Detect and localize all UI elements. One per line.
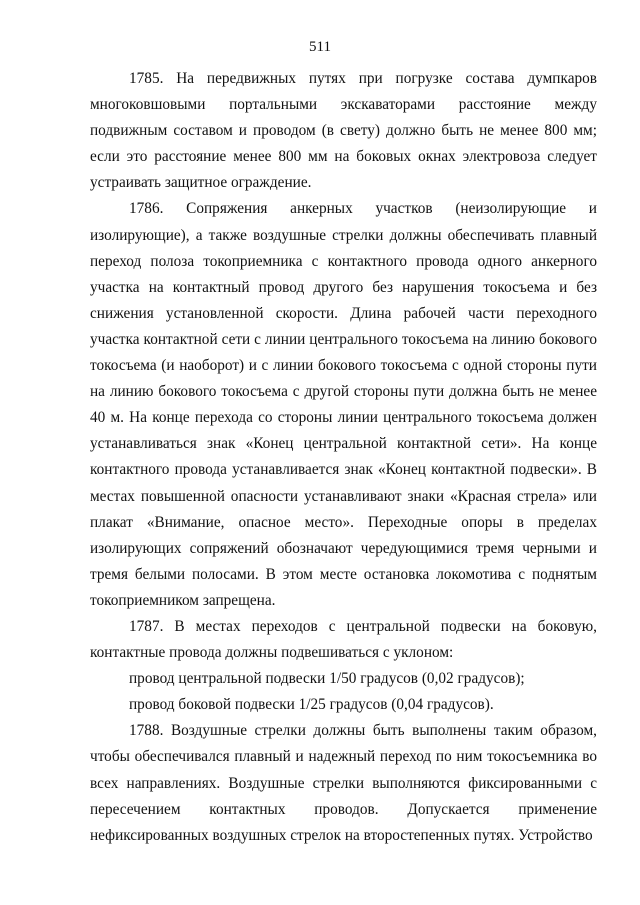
paragraph-1788: 1788. Воздушные стрелки должны быть выполнены таким образом, чтобы обеспечивался плавный и надежный переход по ним токосъемника во всех направлениях. Воздушные стрелки выполняются фиксированными с пересечением контактных проводов. Допускается применение нефиксированных воздушных стрелок на второстепенных путях. Устройство xyxy=(90,722,597,844)
paragraph-1787: 1787. В местах переходов с центральной подвески на боковую, контактные провода должны подвешиваться с уклоном: xyxy=(90,617,597,662)
page-number: 511 xyxy=(309,39,331,55)
paragraph-1786: 1786. Сопряжения анкерных участков (неизолирующие и изолирующие), а также воздушные стрелки должны обеспечивать плавный переход полоза токоприемника с контактного провода одного анкерного участка на контактный провод другого без нарушения токосъема и без снижения установленной скорости. Длина рабочей части переходного участка контактной сети с линии центрального токосъема на линию бокового токосъема (и наоборот) и с линии бокового токосъема с одной стороны пути на линию бокового токосъема с другой стороны пути должна быть не менее 40 м. На конце перехода со стороны линии центрального токосъема должен устанавливаться знак «Конец центральной контактной сети». На конце контактного провода устанавливается знак «Конец контактной подвески». В местах повышенной опасности устанавливают знаки «Красная стрела» или плакат «Внимание, опасное место». Переходные опоры в пределах изолирующих сопряжений обозначают чередующимися тремя черными и тремя белыми полосами. В этом месте остановка локомотива с поднятым токоприемником запрещена. xyxy=(90,200,597,609)
paragraph-central-wire-slope: провод центральной подвески 1/50 градусов (0,02 градусов); xyxy=(129,670,525,688)
paragraph-1785: 1785. На передвижных путях при погрузке состава думпкаров многоковшовыми портальными экскаваторами расстояние между подвижным составом и проводом (в свету) должно быть не менее 800 мм; если это расстояние менее 800 мм на боковых окнах электровоза следует устраивать защитное ограждение. xyxy=(90,70,597,192)
document-body xyxy=(90,66,597,849)
paragraph-side-wire-slope: провод боковой подвески 1/25 градусов (0,04 градусов). xyxy=(129,696,494,714)
